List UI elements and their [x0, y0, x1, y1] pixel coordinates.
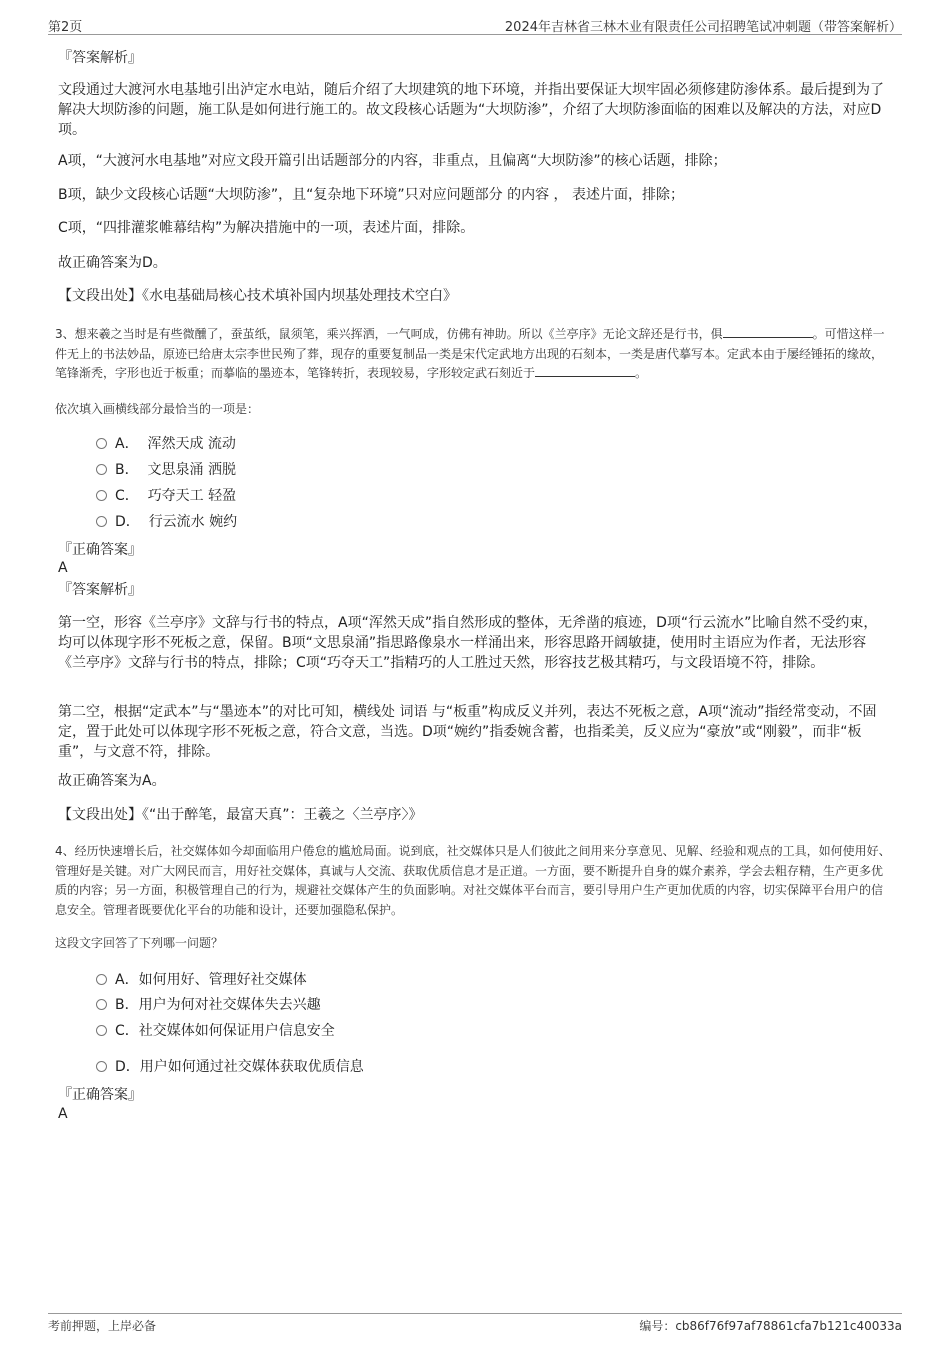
fill-blank-2 — [535, 364, 635, 377]
q2-option-c-explanation: C项，“四排灌浆帷幕结构”为解决措施中的一项，表述片面，排除。 — [58, 220, 475, 236]
q3-source: 【文段出处】《“出于醉笔，最富天真”：王羲之〈兰亭序〉》 — [58, 807, 423, 823]
q4-prompt: 这段文字回答了下列哪一问题？ — [55, 936, 224, 950]
q3-correct-label: 『正确答案』 — [58, 542, 142, 558]
q4-option-d[interactable]: D．用户如何通过社交媒体获取优质信息 — [96, 1057, 364, 1077]
radio-icon[interactable] — [96, 999, 107, 1010]
page-number: 第2页 — [48, 20, 83, 35]
q3-question-text: 3、想来羲之当时是有些微醺了，蚕茧纸，鼠须笔，乘兴挥洒，一气呵成，仿佛有神助。所以《兰亭序》无论文辞还是行书，俱 。可惜这样一件无上的书法妙品，原迹已给唐太宗李世民殉了葬，现存的重要复制品一类是宋代定武地方出现的石刻本，一类是唐代摹写本。定武本由于屡经锤拓的缘故，笔锋渐秃，字形也近于板重；而摹临的墨迹本，笔锋转折，表现较易，字形较定武石刻近于 。 — [55, 327, 885, 380]
radio-icon[interactable] — [96, 1061, 107, 1072]
footer-slogan: 考前押题，上岸必备 — [48, 1319, 157, 1333]
q4-correct-answer: A — [58, 1106, 68, 1122]
q3-option-a[interactable]: A． 浑然天成 流动 — [96, 434, 236, 454]
q3-conclusion: 故正确答案为A。 — [58, 773, 166, 789]
q4-question-text: 4、经历快速增长后，社交媒体如今却面临用户倦怠的尴尬局面。说到底，社交媒体只是人们彼此之间用来分享意见、见解、经验和观点的工具，如何使用好、管理好是关键。对广大网民而言，用好社交媒体，真诚与人交流、获取优质信息才是正道。一方面，要不断提升自身的媒介素养，学会去粗存精，生产更多优质的内容；另一方面，积极管理自己的行为，规避社交媒体产生的负面影响。对社交媒体平台而言，要引导用户生产更加优质的内容，切实保障平台用户的信息安全。管理者既要优化平台的功能和设计，还要加强隐私保护。 — [55, 844, 891, 917]
document-code: 编号：cb86f76f97af78861cfa7b121c40033a — [639, 1319, 902, 1333]
page-footer — [48, 1313, 902, 1333]
q2-analysis-paragraph: 文段通过大渡河水电基地引出泸定水电站，随后介绍了大坝建筑的地下环境，并指出要保证大坝牢固必须修建防渗体系。最后提到为了解决大坝防渗的问题，施工队是如何进行施工的。故文段核心话题为“大坝防渗”，介绍了大坝防渗面临的困难以及解决的方法，对应D项。 — [58, 82, 884, 138]
q2-conclusion: 故正确答案为D。 — [58, 255, 167, 271]
q3-option-d[interactable]: D． 行云流水 婉约 — [96, 512, 237, 532]
q3-analysis-paragraph-1: 第一空，形容《兰亭序》文辞与行书的特点，A项“浑然天成”指自然形成的整体，无斧凿的痕迹，D项“行云流水”比喻自然不受约束，均可以体现字形不死板之意，保留。B项“文思泉涌”指思路像泉水一样涌出来，形容思路开阔敏捷，使用时主语应为作者，无法形容《兰亭序》文辞与行书的特点，排除；C项“巧夺天工”指精巧的人工胜过天然，形容技艺极其精巧，与文段语境不符，排除。 — [58, 615, 878, 671]
q3-option-b[interactable]: B． 文思泉涌 洒脱 — [96, 460, 236, 480]
q4-correct-label: 『正确答案』 — [58, 1087, 142, 1103]
radio-icon[interactable] — [96, 438, 107, 449]
fill-blank-1 — [723, 325, 813, 338]
q3-analysis-paragraph-2: 第二空，根据“定武本”与“墨迹本”的对比可知，横线处 词语 与“板重”构成反义并列，表达不死板之意，A项“流动”指经常变动，不固定，置于此处可以体现字形不死板之意，符合文意，当选。D项“婉约”指委婉含蓄，也指柔美，反义应为“豪放”或“刚毅”，而非“板重”，与文意不符，排除。 — [58, 704, 877, 760]
q4-option-a[interactable]: A．如何用好、管理好社交媒体 — [96, 970, 307, 990]
radio-icon[interactable] — [96, 1025, 107, 1036]
radio-icon[interactable] — [96, 516, 107, 527]
q2-analysis-label: 『答案解析』 — [58, 50, 142, 66]
radio-icon[interactable] — [96, 490, 107, 501]
q2-source: 【文段出处】《水电基础局核心技术填补国内坝基处理技术空白》 — [58, 288, 457, 304]
q2-option-b-explanation: B项，缺少文段核心话题“大坝防渗”，且“复杂地下环境”只对应问题部分 的内容 ， 表述片面，排除； — [58, 187, 684, 203]
q4-option-b[interactable]: B．用户为何对社交媒体失去兴趣 — [96, 995, 321, 1015]
q3-option-c[interactable]: C． 巧夺天工 轻盈 — [96, 486, 236, 506]
q3-prompt: 依次填入画横线部分最恰当的一项是： — [55, 402, 260, 416]
q3-analysis-label: 『答案解析』 — [58, 582, 142, 598]
page-header — [48, 14, 902, 35]
radio-icon[interactable] — [96, 974, 107, 985]
q2-option-a-explanation: A项，“大渡河水电基地”对应文段开篇引出话题部分的内容，非重点，且偏离“大坝防渗”的核心话题，排除； — [58, 153, 727, 169]
radio-icon[interactable] — [96, 464, 107, 475]
q4-option-c[interactable]: C．社交媒体如何保证用户信息安全 — [96, 1021, 335, 1041]
document-title: 2024年吉林省三林木业有限责任公司招聘笔试冲刺题（带答案解析） — [504, 20, 902, 35]
q3-correct-answer: A — [58, 560, 68, 576]
